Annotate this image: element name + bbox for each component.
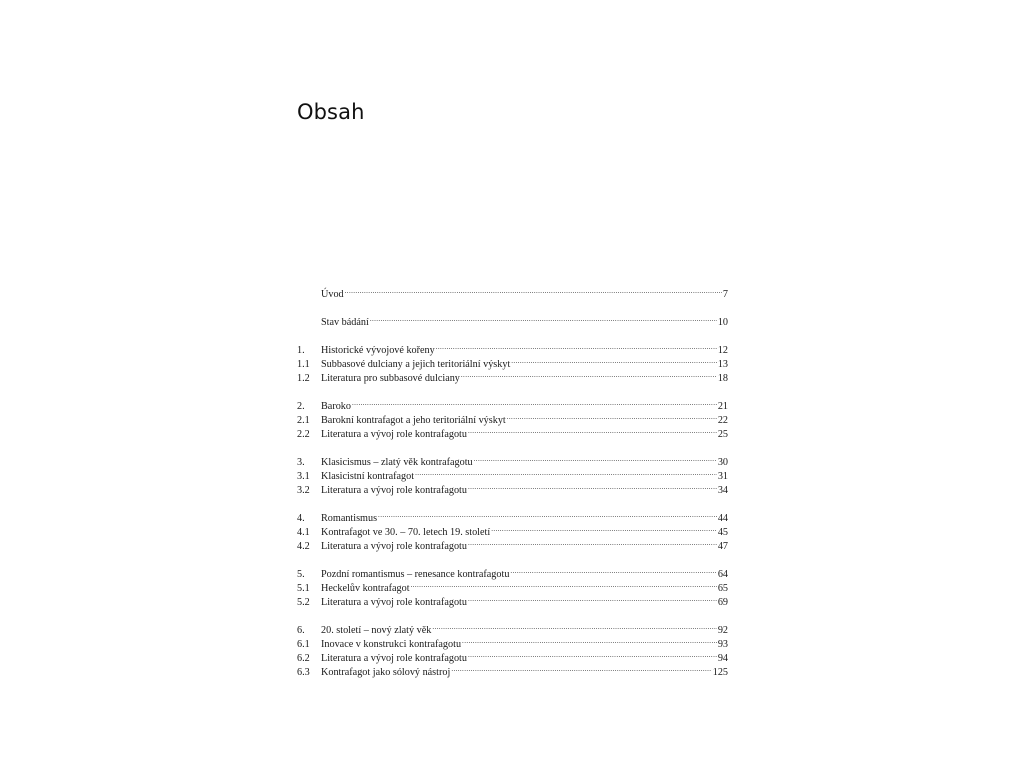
toc-entry-label: Klasicistní kontrafagot xyxy=(321,471,415,482)
toc-entry-stav-badani xyxy=(297,311,728,328)
toc-entry-page: 45 xyxy=(717,527,728,538)
toc-entry-label: Literatura a vývoj role kontrafagotu xyxy=(321,485,467,496)
toc-entry-section-2-2 xyxy=(297,423,728,440)
toc-entry-page: 93 xyxy=(717,639,728,650)
toc-entry-page: 44 xyxy=(717,513,728,524)
dot-leader xyxy=(432,619,716,633)
dot-leader xyxy=(345,283,722,297)
toc-entry-number: 3. xyxy=(297,457,305,468)
toc-entry-page: 94 xyxy=(717,653,728,664)
toc-entry-number: 4.2 xyxy=(297,541,310,552)
toc-entry-page: 31 xyxy=(717,471,728,482)
toc-entry-label: Literatura a vývoj role kontrafagotu xyxy=(321,541,467,552)
dot-leader xyxy=(468,423,717,437)
toc-entry-label: Inovace v konstrukci kontrafagotu xyxy=(321,639,462,650)
dot-leader xyxy=(468,591,717,605)
toc-entry-label: Úvod xyxy=(321,289,344,300)
toc-entry-number: 6.3 xyxy=(297,667,310,678)
toc-entry-number: 2.2 xyxy=(297,429,310,440)
toc-entry-chapter-5 xyxy=(297,563,728,580)
section-spacer xyxy=(297,297,728,311)
toc-entry-number: 1. xyxy=(297,345,305,356)
toc-entry-page: 12 xyxy=(717,345,728,356)
toc-entry-page: 13 xyxy=(717,359,728,370)
toc-entry-section-6-3 xyxy=(297,661,728,678)
toc-entry-page: 22 xyxy=(717,415,728,426)
dot-leader xyxy=(415,465,717,479)
toc-entry-number: 5. xyxy=(297,569,305,580)
toc-entry-number: 6. xyxy=(297,625,305,636)
toc-entry-label: Stav bádání xyxy=(321,317,369,328)
toc-entry-page: 47 xyxy=(717,541,728,552)
dot-leader xyxy=(468,535,717,549)
toc-entry-chapter-6 xyxy=(297,619,728,636)
toc-entry-chapter-3 xyxy=(297,451,728,468)
toc-entry-label: Literatura a vývoj role kontrafagotu xyxy=(321,597,467,608)
dot-leader xyxy=(507,409,717,423)
toc-entry-label: Literatura a vývoj role kontrafagotu xyxy=(321,653,467,664)
toc-entry-chapter-2 xyxy=(297,395,728,412)
toc-entry-section-6-1 xyxy=(297,633,728,650)
toc-entry-label: 20. století – nový zlatý věk xyxy=(321,625,432,636)
toc-entry-page: 30 xyxy=(717,457,728,468)
toc-entry-number: 3.2 xyxy=(297,485,310,496)
toc-entry-page: 69 xyxy=(717,597,728,608)
toc-entry-section-4-1 xyxy=(297,521,728,538)
toc-entry-section-3-2 xyxy=(297,479,728,496)
toc-entry-section-3-1 xyxy=(297,465,728,482)
toc-entry-label: Romantismus xyxy=(321,513,378,524)
toc-entry-section-1-2 xyxy=(297,367,728,384)
toc-entry-label: Literatura a vývoj role kontrafagotu xyxy=(321,429,467,440)
toc-entry-number: 5.2 xyxy=(297,597,310,608)
toc-entry-number: 5.1 xyxy=(297,583,310,594)
toc-entry-page: 34 xyxy=(717,485,728,496)
toc-entry-page: 18 xyxy=(717,373,728,384)
table-of-contents xyxy=(297,283,728,678)
dot-leader xyxy=(461,367,717,381)
toc-entry-label: Barokní kontrafagot a jeho teritoriální výskyt xyxy=(321,415,506,426)
toc-entry-page: 10 xyxy=(717,317,728,328)
toc-entry-number: 2.1 xyxy=(297,415,310,426)
dot-leader xyxy=(352,395,717,409)
toc-entry-label: Klasicismus – zlatý věk kontrafagotu xyxy=(321,457,473,468)
toc-entry-number: 2. xyxy=(297,401,305,412)
page-title: Obsah xyxy=(297,100,365,124)
toc-entry-chapter-4 xyxy=(297,507,728,524)
toc-entry-number: 4.1 xyxy=(297,527,310,538)
toc-entry-uvod xyxy=(297,283,728,300)
toc-entry-number: 3.1 xyxy=(297,471,310,482)
toc-entry-label: Kontrafagot ve 30. – 70. letech 19. století xyxy=(321,527,491,538)
dot-leader xyxy=(491,521,717,535)
toc-entry-section-4-2 xyxy=(297,535,728,552)
dot-leader xyxy=(451,661,711,675)
toc-entry-section-5-2 xyxy=(297,591,728,608)
dot-leader xyxy=(474,451,717,465)
toc-entry-page: 7 xyxy=(722,289,728,300)
toc-entry-section-6-2 xyxy=(297,647,728,664)
dot-leader xyxy=(370,311,717,325)
dot-leader xyxy=(378,507,717,521)
toc-entry-page: 92 xyxy=(717,625,728,636)
toc-entry-number: 6.1 xyxy=(297,639,310,650)
toc-entry-number: 1.1 xyxy=(297,359,310,370)
dot-leader xyxy=(511,353,717,367)
dot-leader xyxy=(510,563,716,577)
toc-entry-chapter-1 xyxy=(297,339,728,356)
toc-entry-number: 6.2 xyxy=(297,653,310,664)
toc-entry-label: Subbasové dulciany a jejich teritoriální výskyt xyxy=(321,359,511,370)
toc-entry-page: 21 xyxy=(717,401,728,412)
dot-leader xyxy=(436,339,717,353)
toc-entry-page: 64 xyxy=(717,569,728,580)
toc-entry-label: Pozdní romantismus – renesance kontrafagotu xyxy=(321,569,510,580)
toc-entry-section-1-1 xyxy=(297,353,728,370)
dot-leader xyxy=(462,633,717,647)
dot-leader xyxy=(468,479,717,493)
toc-entry-label: Literatura pro subbasové dulciany xyxy=(321,373,460,384)
toc-entry-page: 25 xyxy=(717,429,728,440)
toc-entry-section-5-1 xyxy=(297,577,728,594)
toc-entry-label: Kontrafagot jako sólový nástroj xyxy=(321,667,451,678)
toc-entry-label: Heckelův kontrafagot xyxy=(321,583,410,594)
toc-entry-label: Historické vývojové kořeny xyxy=(321,345,435,356)
toc-entry-label: Baroko xyxy=(321,401,351,412)
dot-leader xyxy=(411,577,717,591)
toc-entry-number: 1.2 xyxy=(297,373,310,384)
dot-leader xyxy=(468,647,717,661)
toc-entry-page: 125 xyxy=(712,667,728,678)
toc-entry-number: 4. xyxy=(297,513,305,524)
toc-entry-section-2-1 xyxy=(297,409,728,426)
toc-entry-page: 65 xyxy=(717,583,728,594)
